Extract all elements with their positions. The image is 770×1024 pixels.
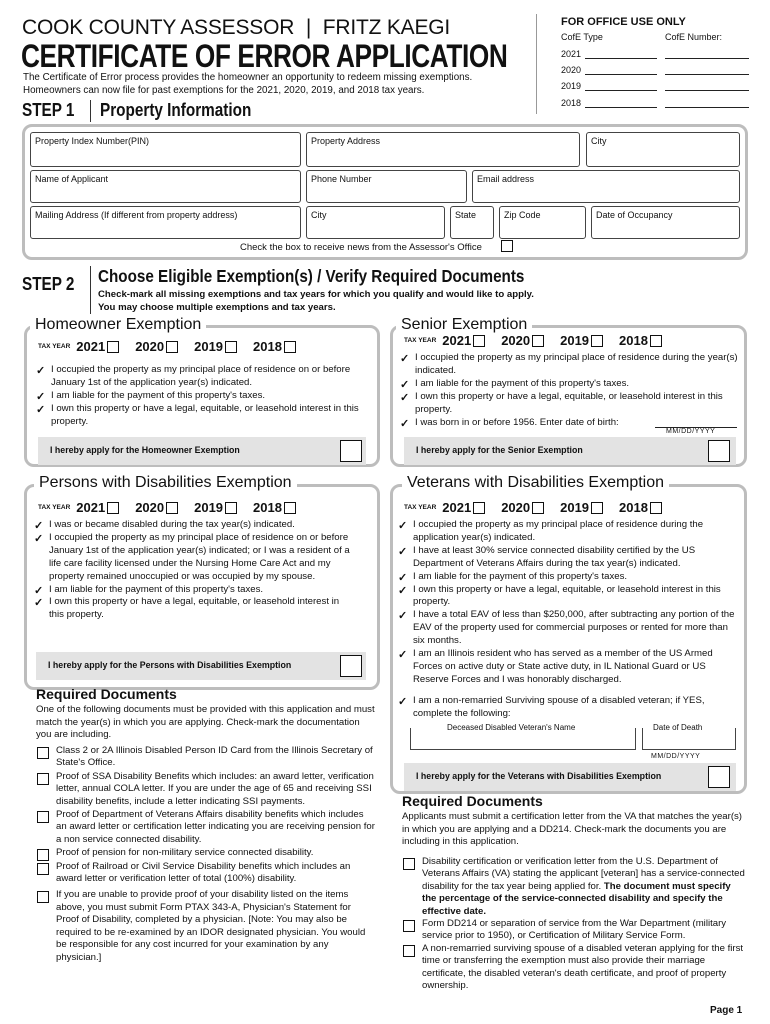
- senior-title: Senior Exemption: [396, 316, 532, 334]
- doc-checkbox[interactable]: [403, 858, 415, 870]
- office-number-line-2019[interactable]: [665, 90, 749, 91]
- death-date-format: MM/DD/YYYY: [651, 753, 701, 760]
- veterans-criteria: [398, 519, 740, 687]
- list-item: [36, 847, 376, 859]
- occupancy-date-field[interactable]: [591, 206, 740, 239]
- list-item: [398, 519, 740, 545]
- veterans-required-docs-intro: Applicants must submit a certification letter from the VA that matches the year(s) in which you are applying and a DD214. Check-mark the documents you are including in this application.: [402, 811, 743, 848]
- office-number-line-2020[interactable]: [665, 74, 749, 75]
- doc-text: Proof of SSA Disability Benefits which includes: an award letter, verification letter, annual COLA letter. If you are under the age of 65 and receiving SSI disability benefits, include a letter indicating SSI payments.: [56, 770, 374, 807]
- check-icon: ✓: [398, 610, 408, 623]
- veterans-2021-checkbox[interactable]: [473, 502, 485, 514]
- assessor-name: FRITZ KAEGI: [322, 16, 451, 39]
- tax-year-label: TAX YEAR: [38, 504, 71, 511]
- criteria-text: I am liable for the payment of this property's taxes.: [51, 389, 266, 401]
- homeowner-title: Homeowner Exemption: [30, 316, 206, 334]
- list-item: [398, 571, 740, 584]
- check-icon: ✓: [34, 520, 44, 532]
- check-icon: ✓: [34, 597, 44, 610]
- list-item: [34, 532, 354, 584]
- year-label: 2018: [253, 339, 282, 354]
- email-label: Email address: [477, 174, 535, 184]
- senior-criteria: [400, 352, 740, 429]
- disabilities-tax-years: [38, 500, 312, 515]
- year-label: 2019: [560, 333, 590, 348]
- senior-2021-checkbox[interactable]: [473, 335, 485, 347]
- homeowner-2021-checkbox[interactable]: [107, 341, 119, 353]
- homeowner-2018-checkbox[interactable]: [284, 341, 296, 353]
- disabilities-docs-list: [36, 745, 376, 964]
- senior-2020-checkbox[interactable]: [532, 335, 544, 347]
- doc-checkbox[interactable]: [37, 849, 49, 861]
- criteria-text: I was born in or before 1956. Enter date of birth:: [415, 416, 619, 428]
- step2-instruction-1: Check-mark all missing exemptions and tax years for which you qualify and would like to apply.: [98, 289, 534, 300]
- tax-year-label: TAX YEAR: [404, 337, 437, 344]
- veterans-apply-row: [404, 763, 736, 791]
- check-icon: ✓: [400, 391, 410, 404]
- criteria-text: I have at least 30% service connected disability certified by the US Department of Veterans Affairs during the tax year(s) indicated.: [413, 544, 696, 569]
- disabilities-apply-label: I hereby apply for the Persons with Disabilities Exemption: [48, 660, 292, 671]
- mailing-address-label: Mailing Address (If different from property address): [35, 210, 238, 220]
- criteria-text: I occupied the property as my principal place of residence during the application year(s) indicated.: [413, 519, 704, 543]
- year-label: 2019: [194, 339, 224, 354]
- office-year-2021: 2021: [561, 49, 582, 59]
- doc-text: Proof of Department of Veterans Affairs disability benefits which includes an award letter or certification letter indicating you are receiving pension for a non service connected disability.: [56, 809, 375, 845]
- applicant-name-label: Name of Applicant: [35, 174, 109, 184]
- doc-text: Disability certification or verification letter from the U.S. Department of Veterans Affairs (VA) stating the applicant [veteran] has a service-connected disability for the tax year being applied for.: [422, 856, 745, 892]
- doc-checkbox[interactable]: [37, 891, 49, 903]
- list-item: [36, 403, 366, 429]
- doc-checkbox[interactable]: [403, 920, 415, 932]
- office-year-2019: 2019: [561, 81, 582, 91]
- senior-apply-label: I hereby apply for the Senior Exemption: [416, 445, 583, 456]
- list-item: [34, 596, 354, 622]
- news-checkbox-label: Check the box to receive news from the Assessor's Office: [240, 242, 482, 253]
- criteria-text: I occupied the property as my principal place of residence on or before January 1st of the application year(s) indicated; or I was a resident of a life care facility licensed under the Nursing Home Care Act and my property remained unoccupied or was occupied by my spouse.: [49, 531, 350, 582]
- homeowner-2019-checkbox[interactable]: [225, 341, 237, 353]
- property-address-label: Property Address: [311, 136, 381, 146]
- office-number-line-2021[interactable]: [665, 58, 749, 59]
- cofe-number-label: CofE Number:: [665, 32, 723, 42]
- disabilities-2021-checkbox[interactable]: [107, 502, 119, 514]
- criteria-text: I occupied the property as my principal place of residence on or before January 1st of the application year(s) indicated.: [51, 364, 351, 388]
- list-item: [36, 745, 376, 770]
- year-label: 2018: [253, 500, 282, 515]
- mailing-address-field[interactable]: [30, 206, 301, 239]
- office-use-box: [536, 14, 756, 114]
- criteria-text: I own this property or have a legal, equitable, or leasehold interest in this property.: [415, 390, 723, 415]
- senior-tax-years: [404, 333, 678, 348]
- criteria-text: I am liable for the payment of this property's taxes.: [49, 583, 264, 595]
- disabilities-apply-row: [36, 652, 366, 680]
- doc-checkbox[interactable]: [37, 747, 49, 759]
- criteria-text: I own this property or have a legal, equitable, or leasehold interest in this property.: [413, 583, 721, 608]
- city-label: City: [591, 136, 607, 146]
- tax-year-label: TAX YEAR: [404, 504, 437, 511]
- step2-instruction-2: You may choose multiple exemptions and tax years.: [98, 302, 336, 313]
- pin-field[interactable]: [30, 132, 301, 167]
- veterans-2018-checkbox[interactable]: [650, 502, 662, 514]
- year-label: 2019: [194, 500, 224, 515]
- list-item: [398, 584, 740, 610]
- list-item: [402, 918, 747, 943]
- agency-line: [22, 16, 450, 40]
- intro-line-2: Homeowners can now file for past exemptions for the 2021, 2020, 2019, and 2018 tax years.: [23, 85, 425, 96]
- year-label: 2020: [501, 500, 531, 515]
- check-icon: ✓: [34, 584, 44, 597]
- news-checkbox[interactable]: [501, 240, 513, 252]
- veterans-docs-list: [402, 856, 747, 992]
- veterans-apply-label: I hereby apply for the Veterans with Disabilities Exemption: [416, 771, 662, 782]
- disabilities-apply-checkbox[interactable]: [340, 655, 362, 677]
- veterans-title: Veterans with Disabilities Exemption: [402, 474, 669, 492]
- homeowner-tax-years: [38, 339, 312, 354]
- office-type-line-2021[interactable]: [585, 58, 657, 59]
- check-icon: ✓: [36, 365, 46, 377]
- list-item: [400, 352, 740, 378]
- step1-divider: [90, 100, 91, 122]
- disabilities-2020-checkbox[interactable]: [166, 502, 178, 514]
- criteria-text: I am liable for the payment of this property's taxes.: [415, 377, 630, 389]
- applicant-name-field[interactable]: [30, 170, 301, 203]
- list-item: [36, 771, 376, 808]
- veterans-2020-checkbox[interactable]: [532, 502, 544, 514]
- list-item: [400, 378, 740, 391]
- doc-text: If you are unable to provide proof of your disability listed on the items above, you must submit Form PTAX 343-A, Physician's Statement for Proof of Disability, completed by a physician. [Note: You may also be required to be re-examined by an IDOR designated physician. You would be responsible for any cost incurred for your examination by any physician.]: [56, 889, 366, 963]
- check-icon: ✓: [400, 378, 410, 391]
- criteria-text: I have a total EAV of less than $250,000, after subtracting any portion of the EAV of the property used for commercial purposes or rented for more than six months.: [413, 609, 735, 647]
- year-label: 2020: [501, 333, 531, 348]
- mailing-city-label: City: [311, 210, 327, 220]
- page-number: Page 1: [710, 1005, 743, 1016]
- year-label: 2018: [619, 500, 648, 515]
- senior-apply-checkbox[interactable]: [708, 440, 730, 462]
- list-item: [36, 390, 366, 403]
- deceased-veteran-name-label: Deceased Disabled Veteran's Name: [444, 723, 578, 732]
- senior-2019-checkbox[interactable]: [591, 335, 603, 347]
- step1-title: Property Information: [100, 100, 252, 120]
- year-label: 2018: [619, 333, 648, 348]
- year-label: 2020: [135, 500, 165, 515]
- doc-text: A non-remarried surviving spouse of a disabled veteran applying for the first time or transferring the exemption must also provide their marriage certificate, the disabled veteran's death certificate, and proof of property ownership.: [422, 942, 744, 992]
- criteria-text: I occupied the property as my principal place of residence during the year(s) indicated.: [415, 352, 738, 376]
- disabilities-2019-checkbox[interactable]: [225, 502, 237, 514]
- doc-checkbox[interactable]: [37, 811, 49, 823]
- criteria-text: I own this property or have a legal, equitable, or leasehold interest in this property.: [49, 596, 340, 621]
- criteria-text: I was or became disabled during the tax year(s) indicated.: [49, 519, 295, 530]
- check-icon: ✓: [398, 584, 408, 597]
- cofe-type-label: CofE Type: [561, 32, 603, 42]
- office-year-2018: 2018: [561, 98, 582, 108]
- doc-checkbox[interactable]: [37, 863, 49, 875]
- disabilities-criteria: [34, 519, 354, 622]
- phone-label: Phone Number: [311, 174, 372, 184]
- doc-text: Proof of Railroad or Civil Service Disability benefits which includes an award letter or verification letter of total (100%) disability.: [56, 860, 351, 885]
- zip-field[interactable]: [499, 206, 586, 239]
- office-type-line-2020[interactable]: [585, 74, 657, 75]
- homeowner-2020-checkbox[interactable]: [166, 341, 178, 353]
- check-icon: ✓: [398, 649, 408, 662]
- list-item: [402, 943, 747, 993]
- veterans-spouse-criteria: [398, 695, 740, 721]
- criteria-text: I own this property or have a legal, equitable, or leasehold interest in this property.: [51, 402, 359, 427]
- list-item: [402, 856, 747, 918]
- step2-title: Choose Eligible Exemption(s) / Verify Required Documents: [98, 266, 525, 286]
- check-icon: ✓: [36, 403, 46, 416]
- property-address-field[interactable]: [306, 132, 580, 167]
- disabilities-2018-checkbox[interactable]: [284, 502, 296, 514]
- office-use-title: FOR OFFICE USE ONLY: [561, 16, 686, 28]
- intro-line-1: The Certificate of Error process provides the homeowner an opportunity to redeem missing exemptions.: [23, 72, 473, 83]
- email-field[interactable]: [472, 170, 740, 203]
- criteria-text: I am a non-remarried Surviving spouse of a disabled veteran; if YES, complete the following:: [413, 695, 705, 719]
- year-label: 2021: [442, 333, 472, 348]
- criteria-text: I am an Illinois resident who has served as a member of the US Armed Forces on active duty or State active duty, in IL National Guard or US Reserve Forces and I was honorably discharged.: [413, 648, 713, 685]
- check-icon: ✓: [34, 532, 44, 545]
- check-icon: ✓: [400, 417, 410, 430]
- list-item: [36, 889, 376, 963]
- check-icon: ✓: [398, 545, 408, 558]
- doc-text: Proof of pension for non-military service connected disability.: [56, 847, 314, 859]
- doc-checkbox[interactable]: [37, 773, 49, 785]
- list-item: [398, 609, 740, 648]
- zip-label: Zip Code: [504, 210, 541, 220]
- year-label: 2020: [135, 339, 165, 354]
- disabilities-title: Persons with Disabilities Exemption: [34, 474, 297, 492]
- header-divider: |: [305, 16, 312, 39]
- office-year-2020: 2020: [561, 65, 582, 75]
- pin-label: Property Index Number(PIN): [35, 136, 150, 146]
- list-item: [400, 391, 740, 417]
- check-icon: ✓: [400, 353, 410, 365]
- list-item: [398, 545, 740, 571]
- step2-label: STEP 2: [22, 274, 75, 294]
- check-icon: ✓: [398, 571, 408, 584]
- veterans-apply-checkbox[interactable]: [708, 766, 730, 788]
- year-label: 2021: [76, 339, 106, 354]
- list-item: [34, 584, 354, 597]
- tax-year-label: TAX YEAR: [38, 343, 71, 350]
- homeowner-criteria: [36, 364, 366, 429]
- senior-2018-checkbox[interactable]: [650, 335, 662, 347]
- year-label: 2021: [76, 500, 106, 515]
- year-label: 2021: [442, 500, 472, 515]
- criteria-text: I am liable for the payment of this property's taxes.: [413, 570, 628, 582]
- homeowner-apply-label: I hereby apply for the Homeowner Exemption: [50, 445, 240, 456]
- date-of-death-label: Date of Death: [650, 723, 705, 732]
- mailing-city-field[interactable]: [306, 206, 445, 239]
- office-type-line-2018[interactable]: [585, 107, 657, 108]
- step2-divider: [90, 266, 91, 314]
- office-number-line-2018[interactable]: [665, 107, 749, 108]
- veterans-2019-checkbox[interactable]: [591, 502, 603, 514]
- phone-field[interactable]: [306, 170, 467, 203]
- step1-label: STEP 1: [22, 100, 75, 120]
- disabilities-required-docs-intro: One of the following documents must be provided with this application and must match the year(s) in which you are applying. Check-mark the documentation you are including.: [36, 704, 375, 741]
- office-type-line-2019[interactable]: [585, 90, 657, 91]
- list-item: [36, 809, 376, 846]
- disabilities-required-docs-title: Required Documents: [36, 686, 177, 702]
- check-icon: ✓: [398, 696, 408, 708]
- list-item: [36, 364, 366, 390]
- list-item: [398, 648, 740, 687]
- doc-text: Form DD214 or separation of service from the War Department (military service prior to 1950), or Certification of Military Service Form.: [422, 918, 727, 942]
- state-label: State: [455, 210, 477, 220]
- doc-checkbox[interactable]: [403, 945, 415, 957]
- city-field[interactable]: [586, 132, 740, 167]
- birth-date-format: MM/DD/YYYY: [666, 428, 716, 435]
- veterans-required-docs-title: Required Documents: [402, 793, 543, 809]
- doc-text: Class 2 or 2A Illinois Disabled Person ID Card from the Illinois Secretary of State's Office.: [56, 745, 373, 769]
- veterans-tax-years: [404, 500, 678, 515]
- occupancy-date-label: Date of Occupancy: [596, 210, 673, 220]
- list-item: [398, 695, 740, 721]
- list-item: [34, 519, 354, 532]
- list-item: [36, 861, 376, 886]
- year-label: 2019: [560, 500, 590, 515]
- senior-apply-row: [404, 437, 736, 465]
- homeowner-apply-row: [38, 437, 366, 465]
- homeowner-apply-checkbox[interactable]: [340, 440, 362, 462]
- doc-emphasis: The document must specify the percentage of the service-connected disability and specify the effective date.: [422, 880, 731, 917]
- state-field[interactable]: [450, 206, 494, 239]
- agency-name: COOK COUNTY ASSESSOR: [22, 16, 295, 39]
- check-icon: ✓: [36, 390, 46, 403]
- check-icon: ✓: [398, 520, 408, 532]
- page-title: CERTIFICATE OF ERROR APPLICATION: [21, 38, 508, 74]
